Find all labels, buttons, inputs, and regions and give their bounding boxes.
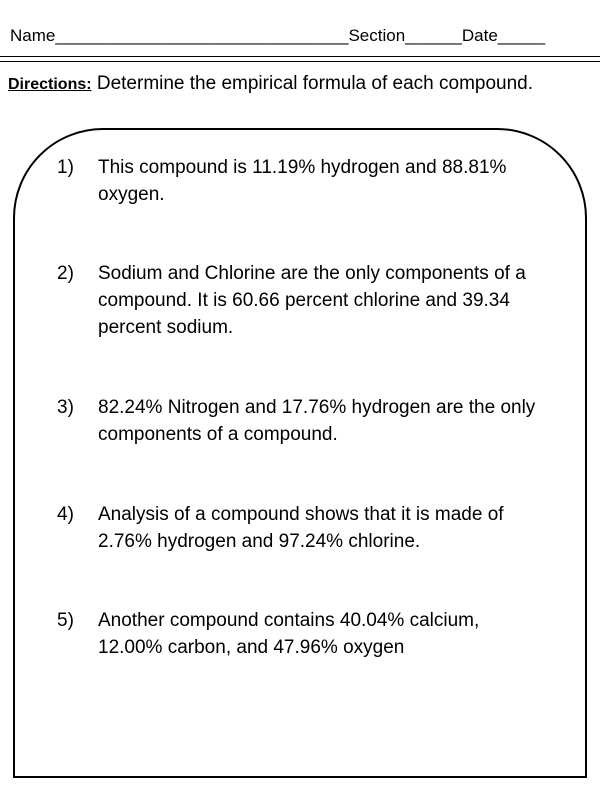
question-text: Sodium and Chlorine are the only components of a compound. It is 60.66 percent chlorine and 39.34 percent sodium. (98, 263, 526, 338)
question-text: This compound is 11.19% hydrogen and 88.81% oxygen. (98, 157, 507, 205)
question-number: 4) (57, 504, 74, 525)
directions (8, 73, 533, 95)
question-text: 82.24% Nitrogen and 17.76% hydrogen are the only components of a compound. (98, 397, 536, 445)
question-number: 5) (57, 610, 74, 631)
question-text: Another compound contains 40.04% calcium, 12.00% carbon, and 47.96% oxygen (98, 610, 480, 658)
question-number: 3) (57, 397, 74, 418)
question-number: 2) (57, 263, 74, 284)
student-info-header (10, 26, 595, 46)
questions-frame (13, 128, 587, 778)
directions-text: Determine the empirical formula of each compound. (96, 73, 534, 94)
name-field[interactable]: Name_______________________________ (10, 26, 349, 45)
header-divider-top (0, 56, 600, 57)
date-field[interactable]: Date_____ (461, 26, 546, 45)
question-number: 1) (57, 157, 74, 178)
directions-label: Directions: (8, 76, 92, 93)
header-divider-bottom (0, 61, 600, 62)
question-text: Analysis of a compound shows that it is made of 2.76% hydrogen and 97.24% chlorine. (98, 504, 504, 552)
section-field[interactable]: Section______ (348, 26, 462, 45)
